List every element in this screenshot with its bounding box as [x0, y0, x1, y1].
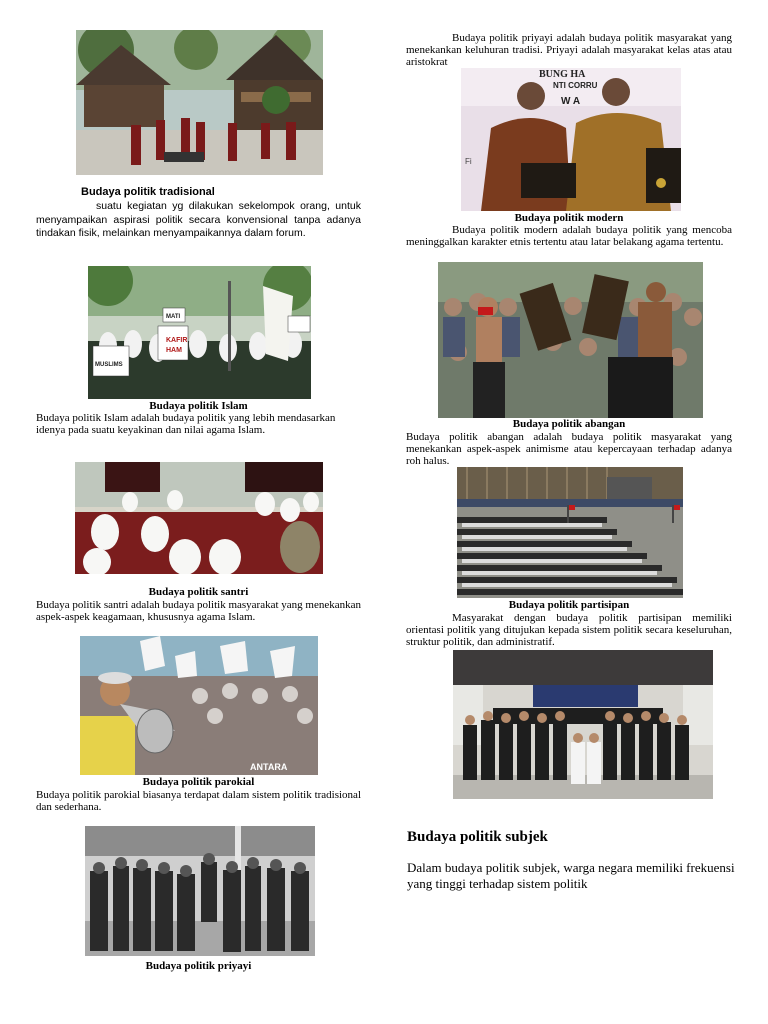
photo-islam [88, 266, 311, 399]
text-santri: Budaya politik santri adalah budaya politik masyarakat yang menekankan aspek-aspek keagamaan, khususnya agama Islam. [36, 599, 362, 623]
text-tradisional: suatu kegiatan yg dilakukan sekelompok orang, untuk menyampaikan aspirasi politik secara konvensional tanpa adanya tindakan fisik, melainkan menyampaikannya dalam forum. [36, 200, 361, 239]
photo-abangan [438, 262, 703, 418]
caption-islam: Budaya politik Islam [149, 400, 248, 412]
banner-line-3: W A [561, 96, 581, 107]
photo-subjek [453, 650, 713, 799]
photo-parokial [80, 636, 318, 775]
sign-kafir: KAFIR [166, 337, 188, 344]
photo-partisipan [457, 467, 683, 598]
caption-tradisional: Budaya politik tradisional [81, 186, 215, 198]
caption-abangan: Budaya politik abangan [512, 418, 626, 430]
text-parokial: Budaya politik parokial biasanya terdapat dalam sistem politik tradisional dan sederhana. [36, 789, 361, 813]
caption-parokial: Budaya politik parokial [142, 776, 255, 788]
text-islam: Budaya politik Islam adalah budaya politik yang lebih mendasarkan idenya pada suatu keyakinan dan nilai agama Islam. [36, 412, 336, 436]
text-subjek: Dalam budaya politik subjek, warga negara memiliki frekuensi yang tinggi terhadap sistem politik [407, 860, 735, 891]
photo-modern [461, 68, 681, 211]
text-abangan: Budaya politik abangan adalah budaya politik masyarakat yang menekankan aspek-aspek animisme atau kepercayaan terhadap adanya roh halus. [406, 431, 732, 467]
banner-line-1: BUNG HA [539, 69, 586, 80]
sign-muslims: MUSLIMS [95, 362, 123, 368]
caption-modern: Budaya politik modern [514, 212, 624, 224]
watermark-antara: ANTARA [250, 762, 288, 772]
sign-mati: MATI [166, 314, 181, 320]
photo-santri [75, 462, 323, 574]
text-modern: Budaya politik modern adalah budaya politik yang mencoba meninggalkan karakter etnis tertentu atau latar belakang agama tertentu. [406, 224, 732, 248]
caption-priyayi: Budaya politik priyayi [145, 960, 252, 972]
text-priyayi: Budaya politik priyayi adalah budaya politik masyarakat yang menekankan keluhuran tradisi. Priyayi adalah masyarakat kelas atas atau aristokrat [406, 32, 732, 68]
photo-tradisional [76, 30, 323, 175]
banner-line-2: NTI CORRU [553, 81, 598, 90]
caption-partisipan: Budaya politik partisipan [508, 599, 630, 611]
banner-line-4: Fi [465, 157, 472, 166]
heading-subjek: Budaya politik subjek [407, 829, 548, 845]
sign-ham: HAM [166, 347, 182, 354]
photo-priyayi [85, 826, 315, 956]
caption-santri: Budaya politik santri [148, 586, 249, 598]
text-partisipan: Masyarakat dengan budaya politik partisipan memiliki orientasi politik yang ditujukan kepada sistem politik secara keseluruhan, struktur politik, dan administratif. [406, 612, 732, 648]
